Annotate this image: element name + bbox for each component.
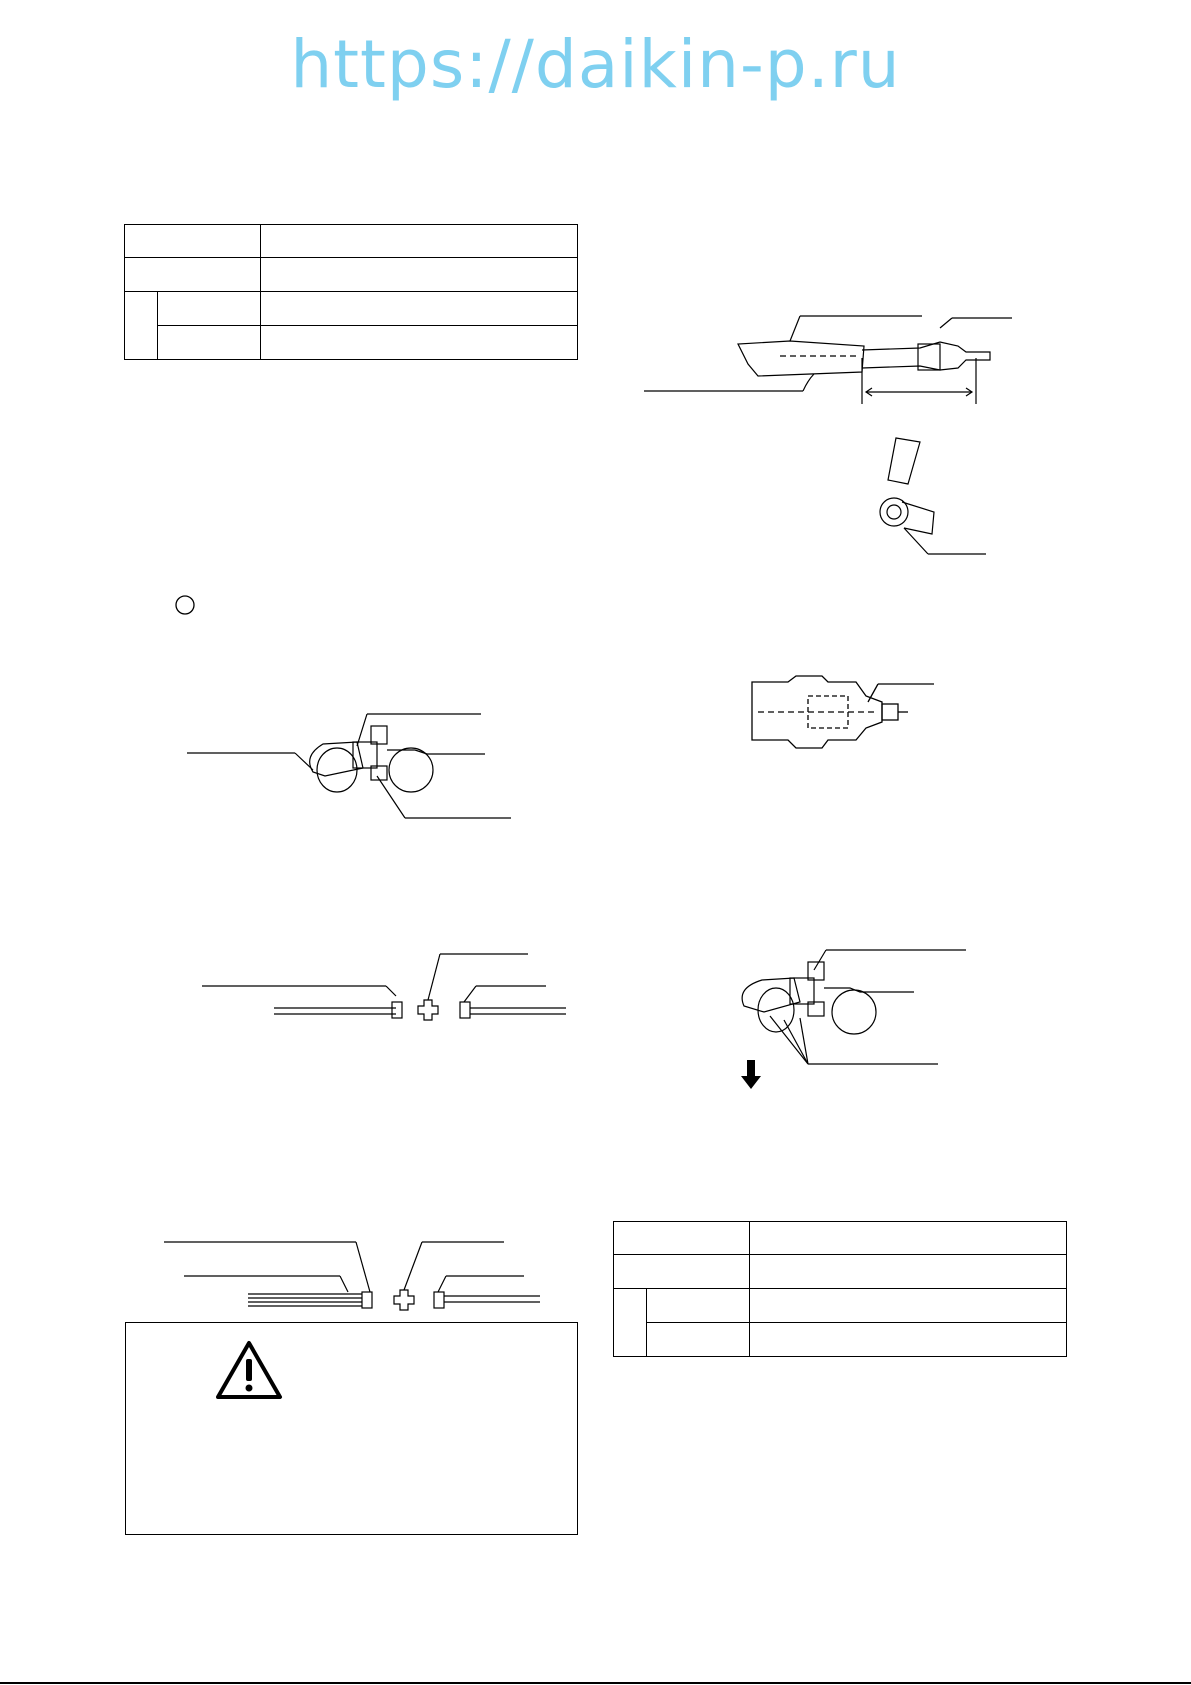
wire-connector-figure-2 — [160, 1236, 560, 1318]
table-cell — [750, 1222, 1067, 1255]
table-cell — [647, 1289, 750, 1323]
table-cell — [750, 1255, 1067, 1289]
table-cell — [125, 258, 261, 292]
connector-figure — [748, 674, 938, 750]
spec-table-2 — [613, 1221, 1067, 1357]
table-cell — [750, 1289, 1067, 1323]
clamp-figure — [860, 432, 990, 562]
table-cell — [261, 292, 578, 326]
table-cell — [261, 258, 578, 292]
circle-outline-icon — [174, 594, 196, 616]
table-cell — [158, 292, 261, 326]
watermark-url[interactable]: https://daikin-p.ru — [290, 26, 901, 103]
caution-box — [125, 1322, 578, 1535]
table-cell — [647, 1323, 750, 1357]
page-bottom-rule — [0, 1682, 1191, 1684]
table-cell — [614, 1289, 647, 1357]
wire-connector-figure-1 — [200, 950, 570, 1020]
table-cell — [158, 326, 261, 360]
assembly-figure-2 — [730, 940, 950, 1090]
spec-table-1 — [124, 224, 578, 360]
table-cell — [614, 1255, 750, 1289]
table-cell — [614, 1222, 750, 1255]
table-cell — [125, 292, 158, 360]
table-cell — [261, 225, 578, 258]
heater-tube-figure — [640, 308, 1020, 408]
table-cell — [125, 225, 261, 258]
table-cell — [750, 1323, 1067, 1357]
table-cell — [261, 326, 578, 360]
arrow-down-icon — [740, 1060, 762, 1090]
assembly-figure-1 — [185, 710, 515, 822]
warning-triangle-icon — [214, 1339, 284, 1401]
